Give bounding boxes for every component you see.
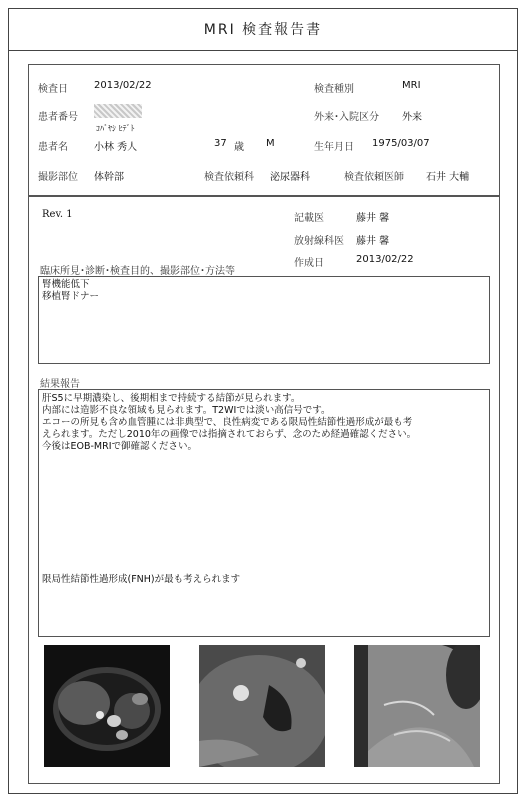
findings-line-3: エコーの所見も含め血管腫には非典型で、良性病変である限局性結節性過形成が最も考: [42, 417, 413, 428]
body-part-label: 撮影部位: [38, 172, 78, 183]
exam-type: MRI: [402, 80, 421, 91]
findings-conclusion: 限局性結節性過形成(FNH)が最も考えられます: [42, 574, 241, 585]
report-title: MRI 検査報告書: [203, 22, 323, 38]
requesting-doctor-label: 検査依頼医師: [344, 172, 404, 183]
patient-kana: ｺﾊﾞﾔｼ ﾋﾃﾞﾄ: [96, 124, 135, 133]
radiologist-label: 放射線科医: [294, 236, 344, 247]
patient-sex: M: [266, 138, 275, 149]
patient-name: 小林 秀人: [94, 142, 138, 153]
created-date-label: 作成日: [294, 258, 324, 269]
visit-type: 外来: [402, 112, 422, 123]
findings-line-4: えられます。ただし2010年の画像では指摘されておらず、念のため経過確認ください。: [42, 429, 417, 440]
clinical-line-1: 腎機能低下: [42, 279, 90, 290]
exam-type-label: 検査種別: [314, 84, 354, 95]
mri-image-zoom-2: [354, 645, 480, 767]
clinical-heading: 臨床所見･診断･検査目的、撮影部位･方法等: [40, 266, 235, 277]
birth-date-label: 生年月日: [314, 142, 354, 153]
exam-date: 2013/02/22: [94, 80, 152, 91]
birth-date: 1975/03/07: [372, 138, 430, 149]
findings-line-2: 内部には造影不良な領域も見られます。T2WIでは淡い高信号です。: [42, 405, 331, 416]
body-part: 体幹部: [94, 172, 124, 183]
redacted-patient-id: [94, 104, 142, 118]
findings-line-1: 肝S5に早期濃染し、後期相まで持続する結節が見られます。: [42, 393, 301, 404]
revision: Rev. 1: [42, 209, 73, 220]
patient-name-label: 患者名: [38, 142, 68, 153]
visit-type-label: 外来･入院区分: [314, 112, 379, 123]
requesting-dept-label: 検査依頼科: [204, 172, 254, 183]
radiologist: 藤井 馨: [356, 236, 390, 247]
title-divider: [8, 50, 518, 51]
clinical-line-2: 移植腎ドナー: [42, 291, 100, 302]
writer-label: 記載医: [294, 213, 324, 224]
age-unit: 歳: [234, 142, 244, 153]
writer: 藤井 馨: [356, 213, 390, 224]
exam-date-label: 検査日: [38, 84, 68, 95]
requesting-dept: 泌尿器科: [270, 172, 310, 183]
requesting-doctor: 石井 大輔: [426, 172, 470, 183]
patient-age: 37: [214, 138, 227, 149]
patient-id-label: 患者番号: [38, 112, 78, 123]
mri-image-zoom-1: [199, 645, 325, 767]
findings-heading: 結果報告: [40, 379, 80, 390]
created-date: 2013/02/22: [356, 254, 414, 265]
clinical-text-box: [38, 276, 490, 364]
findings-line-5: 今後はEOB-MRIで御確認ください。: [42, 441, 198, 452]
mri-image-axial: [44, 645, 170, 767]
